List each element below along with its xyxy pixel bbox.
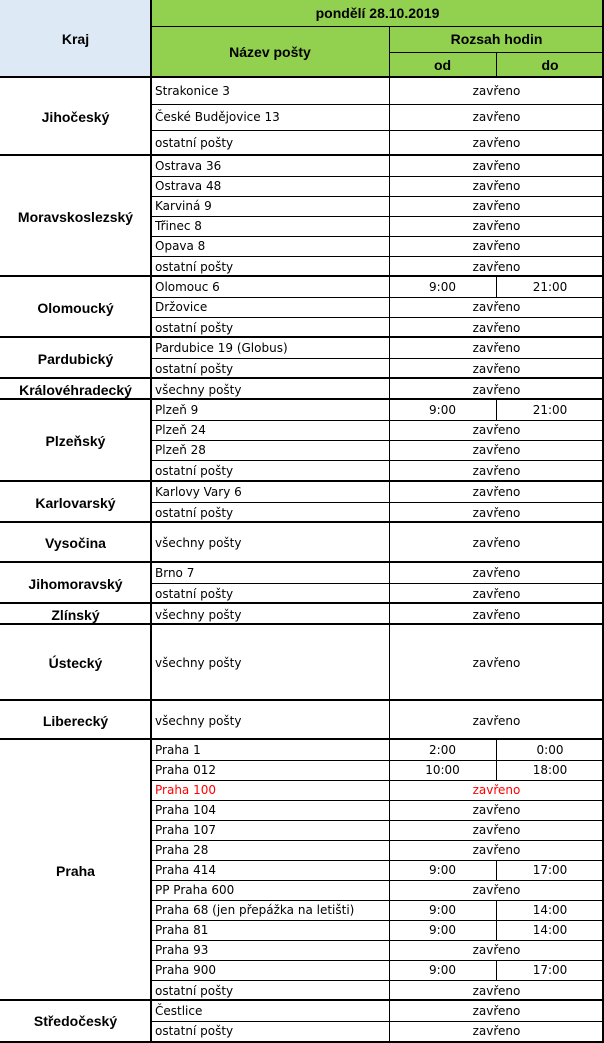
post-office-name: všechny pošty: [155, 607, 242, 622]
closed-status: zavřeno: [472, 505, 521, 520]
post-office-name: Praha 1: [155, 743, 201, 757]
region-divider: [0, 377, 604, 379]
post-office-name: ostatní pošty: [155, 1024, 234, 1038]
row-divider: [151, 420, 604, 421]
closed-status: zavřeno: [472, 259, 521, 274]
post-office-name: Plzeň 24: [155, 423, 206, 437]
closed-status: zavřeno: [472, 423, 521, 437]
post-office-name: Třinec 8: [155, 219, 202, 233]
row-divider: [151, 502, 604, 503]
region-divider: [0, 623, 604, 625]
nazev-posty-header: Název pošty: [151, 26, 389, 77]
row-divider: [151, 256, 604, 257]
post-office-name: Ostrava 36: [155, 159, 222, 173]
closing-time: 18:00: [532, 763, 568, 777]
name-column-border: [150, 0, 152, 1043]
region-divider: [0, 521, 604, 523]
row-divider: [151, 297, 604, 298]
post-office-name: Praha 414: [155, 863, 216, 877]
region-divider: [0, 699, 604, 701]
closed-status: zavřeno: [472, 607, 521, 622]
opening-time: 9:00: [429, 280, 456, 294]
date-header: pondělí 28.10.2019: [151, 0, 604, 26]
row-divider: [151, 440, 604, 441]
post-office-name: Praha 100: [155, 783, 216, 797]
do-header: do: [496, 52, 604, 77]
row-divider: [151, 216, 604, 217]
region-divider: [0, 275, 604, 277]
closed-status: zavřeno: [472, 239, 521, 253]
closed-status: zavřeno: [472, 823, 521, 837]
region-name: Jihočeský: [0, 78, 151, 156]
closing-time: 21:00: [532, 280, 568, 294]
closed-status: zavřeno: [472, 656, 521, 670]
closed-status: zavřeno: [472, 159, 521, 173]
post-office-name: všechny pošty: [155, 536, 242, 550]
closing-time: 0:00: [536, 743, 564, 757]
post-office-name: Plzeň 9: [155, 403, 199, 417]
post-office-name: Praha 68 (jen přepážka na letišti): [155, 903, 355, 917]
od-header: od: [389, 52, 496, 77]
region-name: Praha: [0, 740, 151, 1001]
row-divider: [151, 800, 604, 801]
closed-status: zavřeno: [472, 713, 521, 728]
closed-status: zavřeno: [472, 443, 521, 457]
post-office-name: Praha 81: [155, 923, 209, 937]
row-divider: [151, 104, 604, 105]
row-divider: [151, 840, 604, 841]
closed-status: zavřeno: [472, 983, 521, 998]
closed-status: zavřeno: [472, 341, 521, 355]
hours-column-border: [389, 26, 390, 1043]
region-divider: [0, 76, 604, 78]
row-divider: [151, 460, 604, 461]
row-divider: [151, 583, 604, 584]
closed-status: zavřeno: [472, 136, 521, 150]
opening-time: 9:00: [429, 863, 456, 877]
row-divider: [151, 920, 604, 921]
opening-time: 9:00: [429, 963, 456, 977]
closed-status: zavřeno: [472, 361, 521, 376]
post-office-name: Pardubice 19 (Globus): [155, 341, 288, 355]
post-office-name: Karlovy Vary 6: [155, 485, 242, 499]
region-name: Ústecký: [0, 625, 151, 701]
od-do-divider: [496, 900, 497, 920]
post-office-name: Brno 7: [155, 566, 195, 580]
post-office-name: Olomouc 6: [155, 280, 220, 294]
post-office-name: ostatní pošty: [155, 259, 234, 274]
region-name: Královéhradecký: [0, 379, 151, 400]
row-divider: [151, 940, 604, 941]
closed-status: zavřeno: [472, 300, 521, 314]
closed-status: zavřeno: [472, 199, 521, 213]
region-name: Středočeský: [0, 1001, 151, 1041]
post-office-name: Praha 900: [155, 963, 216, 977]
region-name: Vysočina: [0, 523, 151, 563]
opening-time: 9:00: [429, 903, 456, 917]
row-divider: [151, 317, 604, 318]
closed-status: zavřeno: [472, 485, 521, 499]
post-office-name: Ostrava 48: [155, 179, 222, 193]
row-divider: [151, 196, 604, 197]
region-name: Moravskoslezský: [0, 156, 151, 277]
closed-status: zavřeno: [472, 110, 521, 124]
od-do-divider: [496, 277, 497, 297]
region-divider: [0, 999, 604, 1001]
post-office-name: PP Praha 600: [155, 883, 235, 897]
rozsah-hodin-header: Rozsah hodin: [389, 26, 604, 52]
opening-time: 9:00: [429, 403, 456, 417]
header-divider: [496, 52, 497, 77]
row-divider: [151, 860, 604, 861]
opening-time: 9:00: [429, 923, 456, 937]
closing-time: 14:00: [532, 903, 568, 917]
post-office-name: ostatní pošty: [155, 320, 234, 335]
closing-time: 17:00: [532, 863, 568, 877]
row-divider: [151, 760, 604, 761]
row-divider: [151, 780, 604, 781]
od-do-divider: [496, 960, 497, 980]
region-name: Olomoucký: [0, 277, 151, 338]
header-divider: [151, 26, 604, 27]
closed-status: zavřeno: [472, 1024, 521, 1038]
closed-status: zavřeno: [472, 586, 521, 601]
post-office-name: ostatní pošty: [155, 464, 234, 478]
row-divider: [151, 880, 604, 881]
post-office-name: všechny pošty: [155, 713, 242, 728]
post-office-name: ostatní pošty: [155, 505, 234, 520]
row-divider: [151, 820, 604, 821]
post-office-name: ostatní pošty: [155, 586, 234, 601]
post-office-name: Praha 93: [155, 943, 209, 957]
closed-status: zavřeno: [472, 803, 521, 817]
post-office-name: Opava 8: [155, 239, 206, 253]
post-office-name: Čestlice: [155, 1004, 203, 1018]
region-divider: [0, 561, 604, 563]
post-office-name: Praha 28: [155, 843, 209, 857]
closed-status: zavřeno: [472, 1004, 521, 1018]
kraj-column-header: Kraj: [0, 0, 151, 77]
post-office-name: ostatní pošty: [155, 361, 234, 376]
region-divider: [0, 602, 604, 604]
od-do-divider: [496, 400, 497, 420]
closed-status: zavřeno: [472, 883, 521, 897]
closed-status: zavřeno: [472, 382, 521, 397]
region-divider: [0, 336, 604, 338]
od-do-divider: [496, 740, 497, 760]
row-divider: [151, 176, 604, 177]
opening-time: 10:00: [425, 763, 460, 777]
od-do-divider: [496, 760, 497, 780]
post-office-name: Plzeň 28: [155, 443, 206, 457]
region-name: Jihomoravský: [0, 563, 151, 604]
row-divider: [151, 960, 604, 961]
opening-time: 2:00: [429, 743, 456, 757]
closing-time: 21:00: [532, 403, 568, 417]
od-do-divider: [496, 920, 497, 940]
row-divider: [151, 130, 604, 131]
closed-status: zavřeno: [472, 843, 521, 857]
post-office-name: Strakonice 3: [155, 84, 230, 98]
row-divider: [151, 900, 604, 901]
row-divider: [151, 358, 604, 359]
region-divider: [0, 154, 604, 156]
post-office-name: ostatní pošty: [155, 136, 234, 150]
region-name: Liberecký: [0, 701, 151, 740]
closing-time: 14:00: [532, 923, 568, 937]
post-office-name: Praha 012: [155, 763, 216, 777]
row-divider: [151, 1021, 604, 1022]
post-office-name: České Budějovice 13: [155, 110, 280, 124]
post-office-name: všechny pošty: [155, 656, 242, 670]
region-divider: [0, 738, 604, 740]
closed-status: zavřeno: [472, 943, 521, 957]
closed-status: zavřeno: [472, 84, 521, 98]
closed-status: zavřeno: [472, 536, 521, 550]
region-name: Zlínský: [0, 604, 151, 625]
post-office-name: Praha 104: [155, 803, 216, 817]
region-name: Plzeňský: [0, 400, 151, 482]
closed-status: zavřeno: [472, 179, 521, 193]
row-divider: [151, 980, 604, 981]
closed-status: zavřeno: [472, 566, 521, 580]
post-office-name: Karviná 9: [155, 199, 212, 213]
closed-status: zavřeno: [472, 783, 521, 797]
region-name: Karlovarský: [0, 482, 151, 523]
region-divider: [0, 480, 604, 482]
post-office-name: ostatní pošty: [155, 983, 234, 998]
closing-time: 17:00: [532, 963, 568, 977]
closed-status: zavřeno: [472, 464, 521, 478]
post-office-name: všechny pošty: [155, 382, 242, 397]
region-name: Pardubický: [0, 338, 151, 379]
closed-status: zavřeno: [472, 320, 521, 335]
row-divider: [151, 236, 604, 237]
region-divider: [0, 398, 604, 400]
post-office-name: Praha 107: [155, 823, 216, 837]
post-office-name: Držovice: [155, 300, 208, 314]
closed-status: zavřeno: [472, 219, 521, 233]
od-do-divider: [496, 860, 497, 880]
